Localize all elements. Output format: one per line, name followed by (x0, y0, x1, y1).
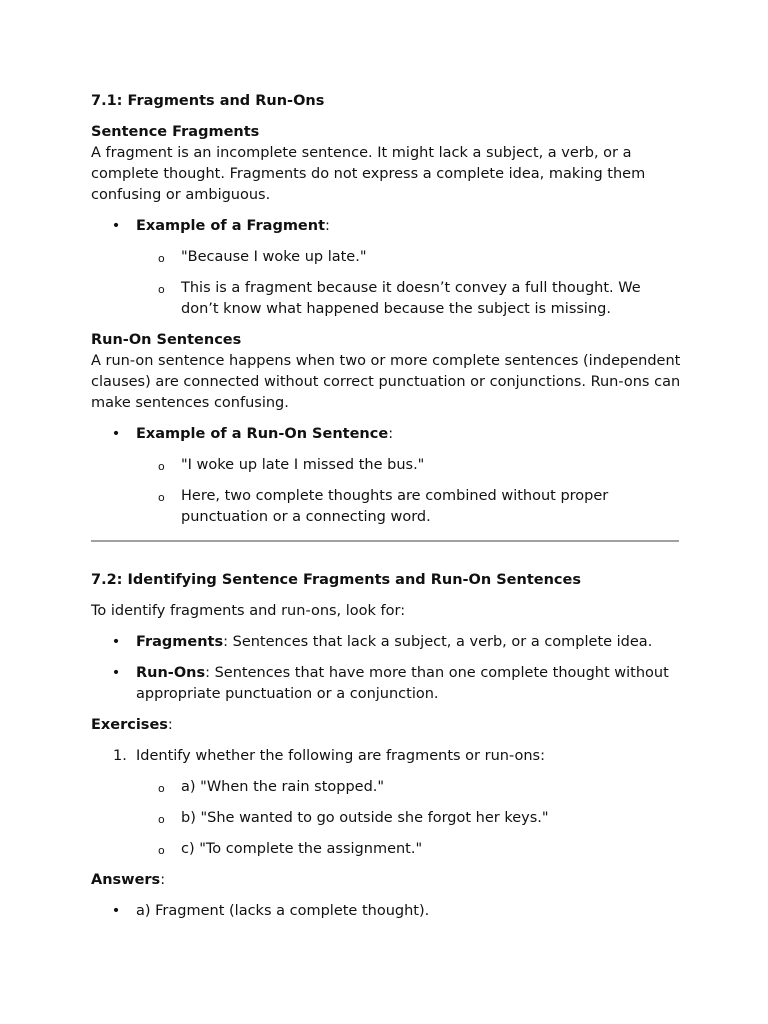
list-item-text: "I woke up late I missed the bus." (181, 457, 425, 473)
exercises-label: Exercises (91, 717, 168, 733)
list-item-text: This is a fragment because it doesn’t convey a full thought. We don’t know what happened because the subject is missing. (181, 280, 641, 317)
example-label: Example of a Fragment (136, 218, 326, 234)
example-label: Example of a Run-On Sentence (136, 426, 389, 442)
list-number: 1. (113, 748, 127, 764)
list-item-text: a) "When the rain stopped." (181, 779, 385, 795)
list-item (136, 839, 681, 860)
list-item-text: Here, two complete thoughts are combined without proper punctuation or a connecting word. (181, 488, 609, 525)
circle-bullet-icon: o (158, 491, 165, 504)
exercises-suffix: : (167, 717, 173, 733)
answers-suffix: : (160, 872, 166, 888)
circle-bullet-icon: o (158, 813, 165, 826)
list-item-text: b) "She wanted to go outside she forgot her keys." (181, 810, 549, 826)
circle-bullet-icon: o (158, 844, 165, 857)
section-title-7-2: 7.2: Identifying Sentence Fragments and Run-On Sentences (91, 572, 581, 588)
list-item (136, 455, 681, 476)
run-on-sub-list (136, 455, 681, 528)
circle-bullet-icon: o (158, 283, 165, 296)
exercise-list (91, 746, 681, 860)
example-suffix: : (325, 218, 330, 234)
identify-bullet-list (91, 632, 681, 705)
bullet-label: Fragments (136, 634, 224, 650)
section-divider (91, 540, 679, 542)
list-item-text: "Because I woke up late." (181, 249, 367, 265)
subheading-run-on-sentences: Run-On Sentences (91, 332, 242, 348)
circle-bullet-icon: o (158, 252, 165, 265)
run-on-example-list (91, 424, 681, 528)
bullet-text: : Sentences that lack a subject, a verb, or a complete idea. (223, 634, 653, 650)
bullet-icon: • (111, 903, 121, 919)
circle-bullet-icon: o (158, 460, 165, 473)
list-item-text: c) "To complete the assignment." (181, 841, 423, 857)
list-item (91, 632, 681, 653)
fragment-sub-list (136, 247, 681, 320)
exercises-heading (91, 715, 681, 736)
answers-label: Answers (91, 872, 161, 888)
answers-heading (91, 870, 681, 891)
list-item (136, 808, 681, 829)
subheading-sentence-fragments: Sentence Fragments (91, 124, 260, 140)
fragment-example-list (91, 216, 681, 320)
list-item (91, 663, 681, 705)
list-item (91, 746, 681, 860)
section-title-7-1: 7.1: Fragments and Run-Ons (91, 93, 325, 109)
bullet-icon: • (111, 426, 121, 442)
list-item (136, 777, 681, 798)
bullet-text: : Sentences that have more than one complete thought without appropriate punctuation or a conjunction. (136, 665, 669, 702)
answers-list (91, 901, 681, 922)
example-suffix: : (388, 426, 394, 442)
list-item (136, 247, 681, 268)
list-item (136, 486, 681, 528)
list-item (91, 424, 681, 528)
paragraph-fragment-definition: A fragment is an incomplete sentence. It might lack a subject, a verb, or a complete thought. Fragments do not express a complete idea, making them confusing or ambiguous. (91, 145, 646, 203)
bullet-label: Run-Ons (136, 665, 206, 681)
list-item (136, 278, 681, 320)
list-item (91, 901, 681, 922)
paragraph-identify-intro: To identify fragments and run-ons, look for: (91, 603, 406, 619)
list-item (91, 216, 681, 320)
bullet-icon: • (111, 634, 121, 650)
circle-bullet-icon: o (158, 782, 165, 795)
document-content (91, 91, 681, 932)
bullet-icon: • (111, 665, 121, 681)
exercise-sub-list (136, 777, 681, 860)
list-item-text: Identify whether the following are fragments or run-ons: (136, 748, 545, 764)
paragraph-run-on-definition: A run-on sentence happens when two or more complete sentences (independent clauses) are connected without correct punctuation or conjunctions. Run-ons can make sentences confusing. (91, 353, 681, 411)
list-item-text: a) Fragment (lacks a complete thought). (136, 903, 430, 919)
bullet-icon: • (111, 218, 121, 234)
